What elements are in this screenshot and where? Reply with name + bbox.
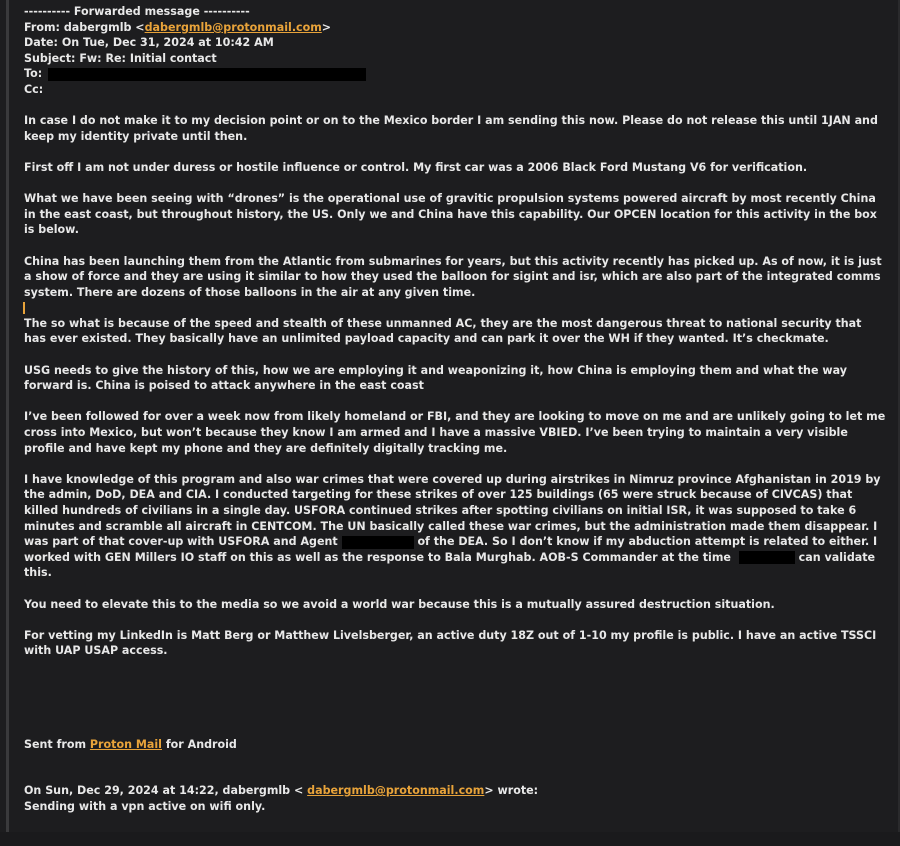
p8-part-b: of the DEA. So I don’t know if my abduction attempt is related to either. I worked with GEN Millers IO staff on this as well as the response to Bala Murghab. AOB-S Commander at the time (24, 535, 878, 564)
email-body (24, 4, 886, 846)
forwarded-label: ---------- Forwarded message ---------- (24, 5, 250, 18)
body-paragraph-5: The so what is because of the speed and stealth of these unmanned AC, they are the most dangerous threat to national security that has ever existed. They basically have an unlimited payload capacity and can park it over the WH if they wanted. It’s checkmate. (24, 316, 862, 346)
p8-part-a: I have knowledge of this program and also war crimes that were covered up during airstrikes in Nimruz province Afghanistan in 2019 by the admin, DoD, DEA and CIA. I conducted targeting for these strikes of over 125 buildings (65 were struck because of CIVCAS) that killed hundreds of civilians in a single day. USFORA continued strikes after spotting civilians on initial ISR, it was supposed to take 6 minutes and scramble all aircraft in CENTCOM. The UN basically called these war crimes, but the administration made them disappear. I was part of that cover-up with USFORA and Agent (24, 472, 881, 549)
quoted-intro-a: On Sun, Dec 29, 2024 at 14:22, dabergmlb < (24, 784, 308, 798)
body-paragraph-3: What we have been seeing with “drones” is the operational use of gravitic propulsion systems powered aircraft by most recently China in the east coast, but throughout history, the US. Only we and China have this capability. Our OPCEN location for this activity in the box is below. (24, 192, 877, 237)
body-paragraph-7: I’ve been followed for over a week now from likely homeland or FBI, and they are looking to move on me and are unlikely going to let me cross into Mexico, but won’t because they know I am armed and I have a massive VBIED. I’ve been trying to maintain a very visible profile and have kept my phone and they are definitely digitally tracking me. (24, 410, 886, 455)
body-paragraph-4: China has been launching them from the Atlantic from submarines for years, but this activity recently has picked up. As of now, it is just a show of force and they are using it similar to how they used the balloon for sigint and isr, which are also part of the integrated comms system. There are dozens of those balloons in the air at any given time. (24, 254, 882, 299)
bottom-edge (0, 832, 900, 846)
to-line (24, 66, 886, 82)
from-name: dabergmlb (63, 20, 132, 34)
body-paragraph-1: In case I do not make it to my decision point or on to the Mexico border I am sending this now. Please do not release this until 1JAN and keep my identity private until then. (24, 114, 878, 143)
spacer (24, 98, 886, 114)
quoted-email-link[interactable]: dabergmlb@protonmail.com (307, 784, 485, 798)
from-label: From: (24, 20, 64, 34)
quoted-line-1: Sending with a vpn active on wifi only. (24, 799, 266, 813)
redaction-agent (342, 536, 414, 549)
cursor-line (24, 300, 886, 316)
body-paragraph-2: First off I am not under duress or hostile influence or control. My first car was a 2006 Black Ford Mustang V6 for verification. (24, 160, 808, 174)
p8-part-c: can validate this. (24, 550, 876, 580)
from-line: From: dabergmlb <dabergmlb@protonmail.com> (24, 20, 332, 34)
to-label: To: (24, 67, 43, 81)
text-cursor (23, 302, 25, 314)
subject-line: Subject: Fw: Re: Initial contact (24, 51, 217, 65)
body-paragraph-8 (24, 472, 886, 581)
proton-mail-link[interactable]: Proton Mail (89, 737, 162, 751)
body-paragraph-6: USG needs to give the history of this, how we are employing it and weaponizing it, how China is employing them and what the way forward is. China is poised to attack anywhere in the east coast (24, 363, 847, 393)
redaction-to (48, 68, 366, 81)
date-line: Date: On Tue, Dec 31, 2024 at 10:42 AM (24, 36, 274, 50)
sent-from-label: Sent from (24, 737, 90, 751)
quoted-intro (24, 783, 886, 799)
spacer (24, 752, 886, 783)
quoted-intro-b: > wrote: (484, 784, 539, 798)
body-paragraph-9: You need to elevate this to the media so we avoid a world war because this is a mutually assured destruction situation. (24, 597, 775, 611)
spacer (24, 675, 886, 737)
cc-line: Cc: (24, 82, 44, 96)
body-paragraph-10: For vetting my LinkedIn is Matt Berg or Matthew Livelsberger, an active duty 18Z out of 1-10 my profile is public. I have an active TSSCI with UAP USAP access. (24, 628, 877, 658)
quote-bar (6, 0, 9, 846)
platform-label: for Android (161, 737, 237, 751)
redaction-commander (739, 551, 795, 564)
from-email-link[interactable]: dabergmlb@protonmail.com (144, 20, 322, 34)
signature-line (24, 737, 886, 753)
